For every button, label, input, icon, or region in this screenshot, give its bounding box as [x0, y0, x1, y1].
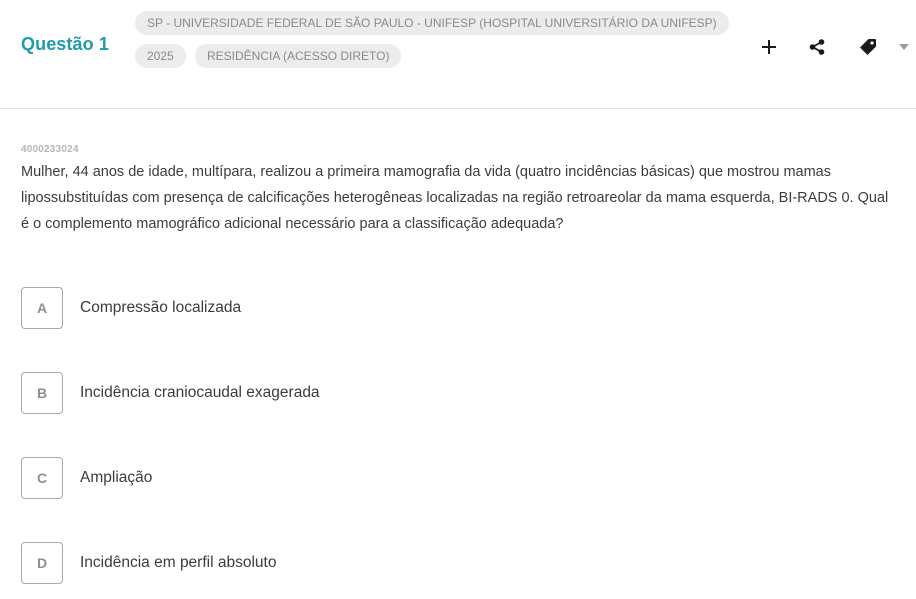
option-text: Incidência craniocaudal exagerada	[80, 383, 320, 401]
chevron-down-icon	[899, 44, 909, 50]
option-letter: B	[21, 372, 63, 414]
question-header	[0, 0, 916, 109]
exam-type-chip[interactable]: RESIDÊNCIA (ACESSO DIRETO)	[195, 44, 401, 68]
option-text: Ampliação	[80, 468, 153, 486]
add-button[interactable]	[758, 36, 780, 58]
tag-button[interactable]	[857, 36, 879, 58]
option-d[interactable]	[21, 540, 621, 585]
share-icon	[808, 38, 826, 56]
tag-icon	[858, 37, 878, 57]
question-title: Questão 1	[21, 34, 109, 54]
option-letter: C	[21, 457, 63, 499]
option-a[interactable]	[21, 285, 621, 330]
option-text: Compressão localizada	[80, 298, 242, 316]
option-c[interactable]	[21, 455, 621, 500]
option-letter: A	[21, 287, 63, 329]
share-button[interactable]	[806, 36, 828, 58]
year-chip[interactable]: 2025	[135, 44, 186, 68]
tag-dropdown-button[interactable]	[894, 36, 914, 58]
option-letter: D	[21, 542, 63, 584]
plus-icon	[762, 40, 776, 54]
institution-chip[interactable]: SP - UNIVERSIDADE FEDERAL DE SÃO PAULO - UNIFESP (HOSPITAL UNIVERSITÁRIO DA UNIFESP)	[135, 11, 729, 35]
option-b[interactable]	[21, 370, 621, 415]
option-text: Incidência em perfil absoluto	[80, 553, 277, 571]
question-statement: Mulher, 44 anos de idade, multípara, realizou a primeira mamografia da vida (quatro incidências básicas) que mostrou mamas lipossubstituídas com presença de calcificações heterogêneas localizadas na região retroareolar da mama esquerda, BI-RADS 0. Qual é o complemento mamográfico adicional necessário para a classificação adequada?	[21, 164, 889, 232]
question-id: 4000233024	[21, 144, 79, 155]
